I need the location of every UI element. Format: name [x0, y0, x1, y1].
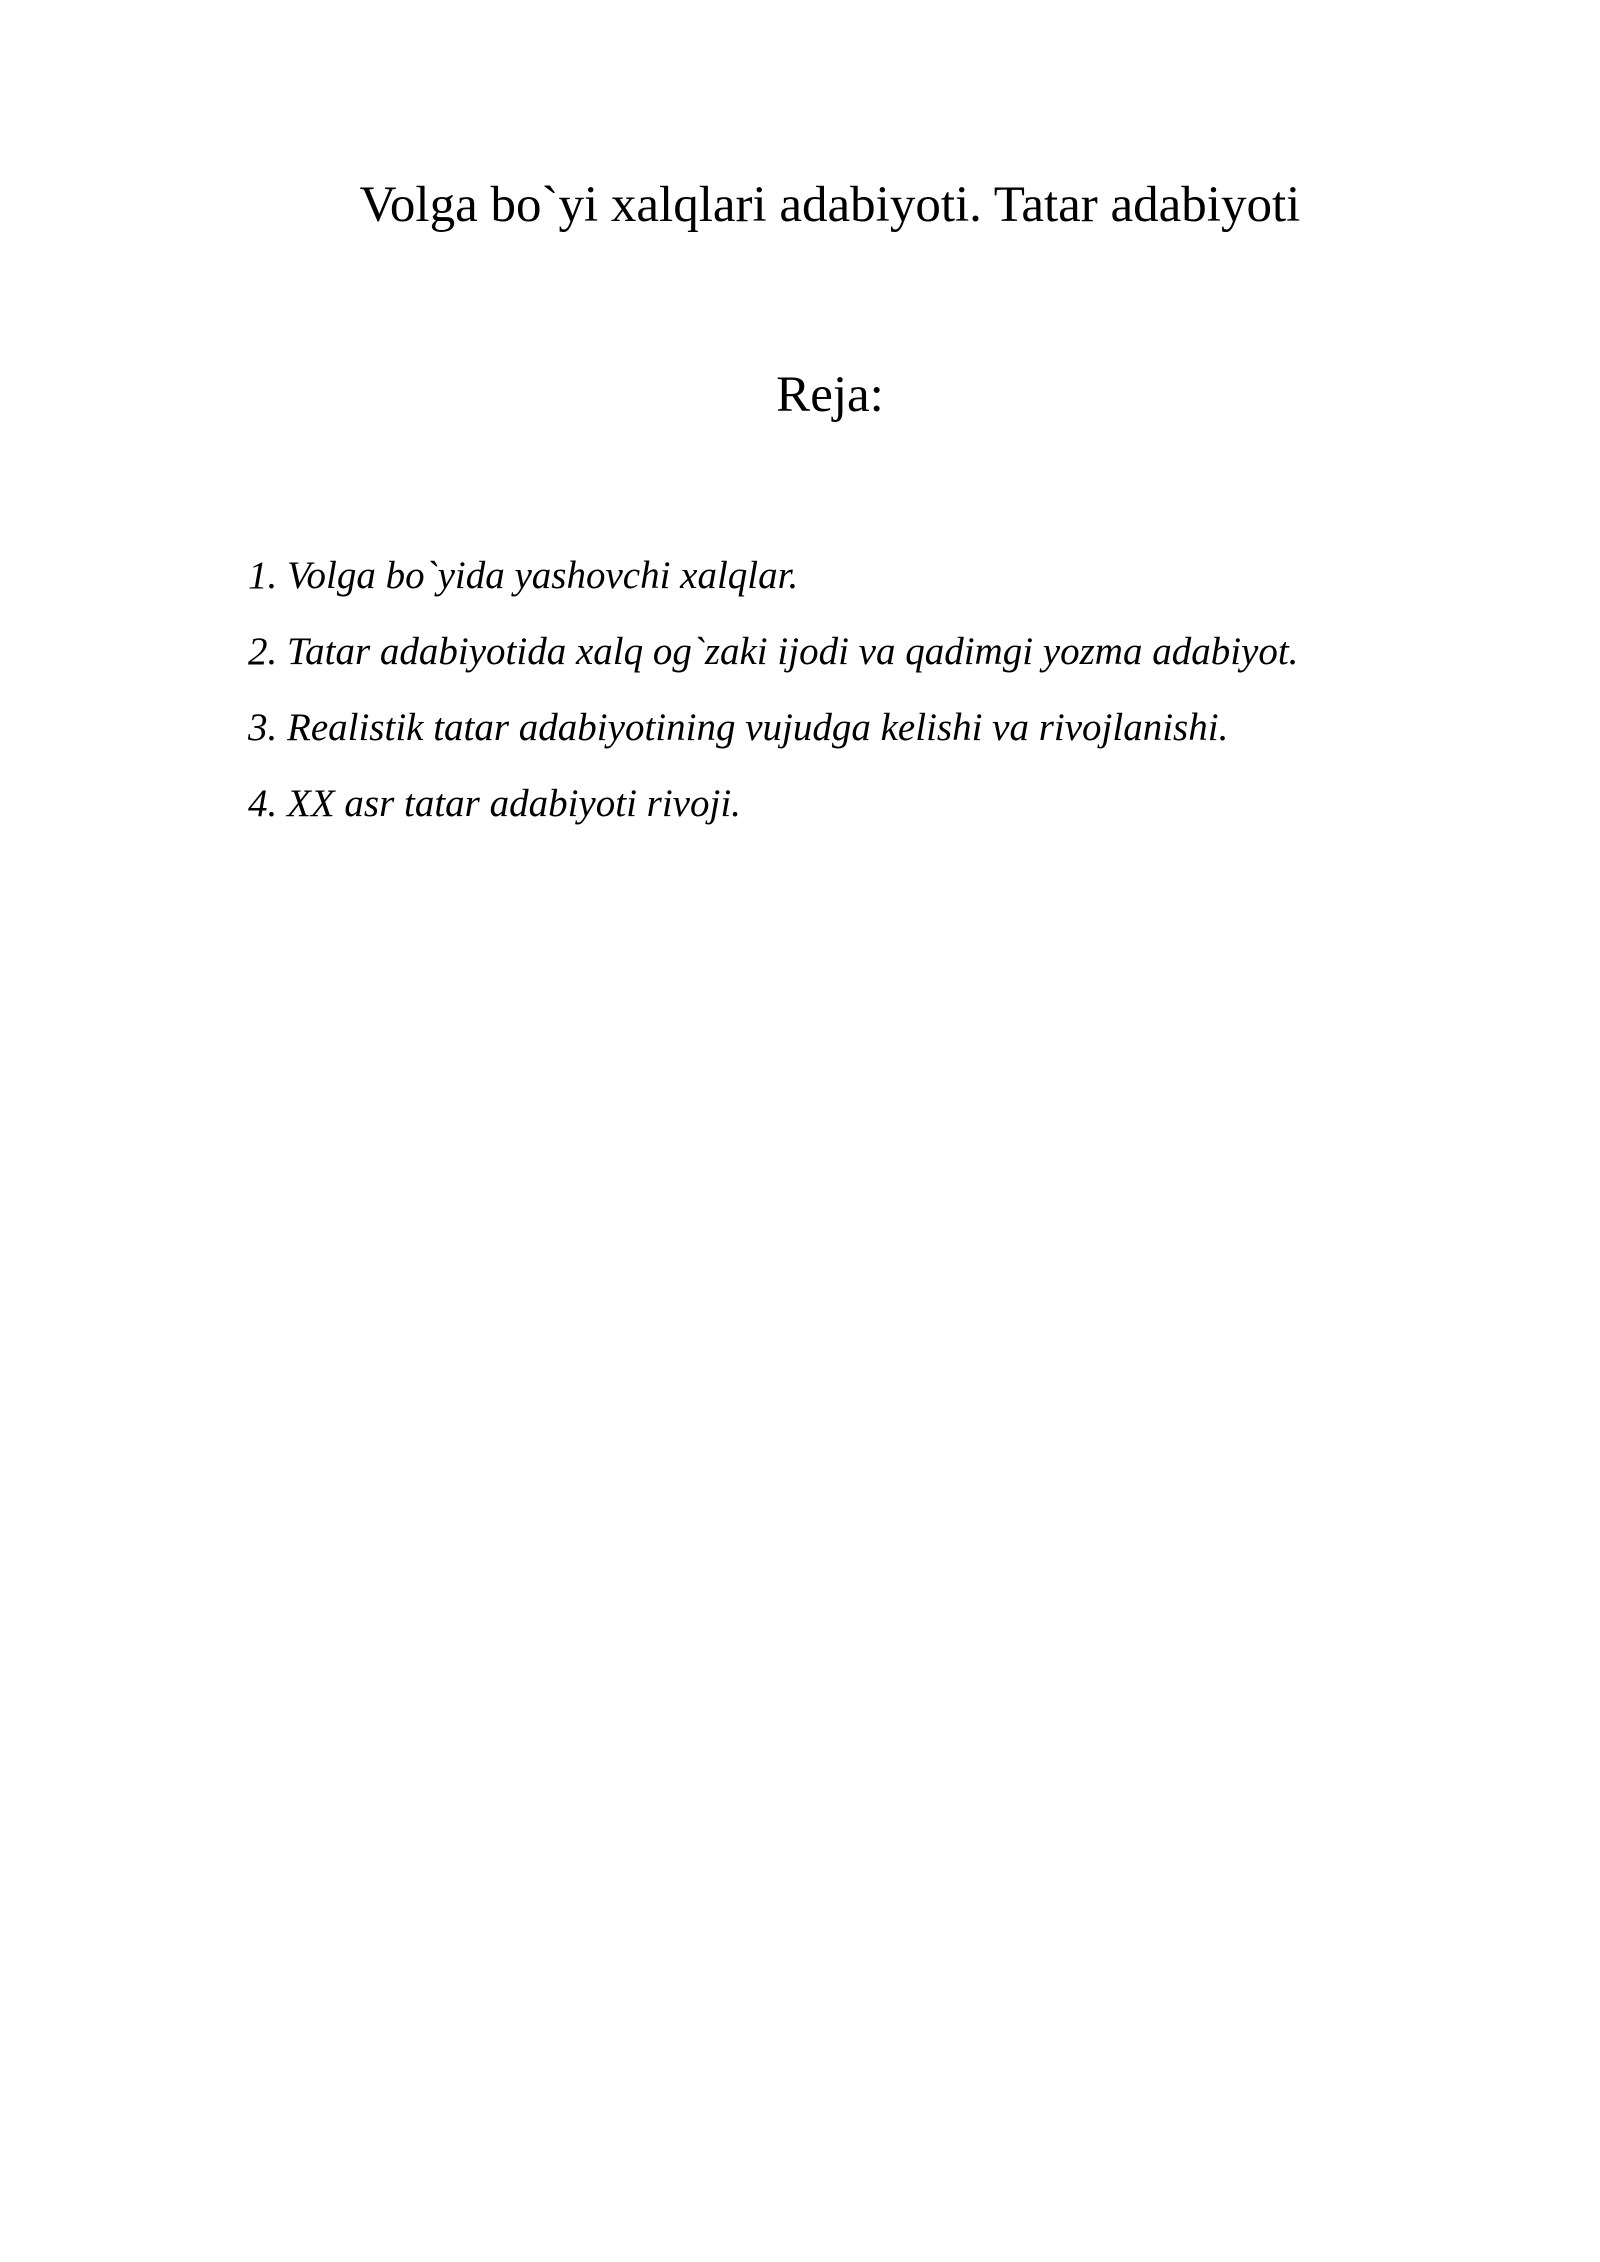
- plan-item: 1. Volga bo`yida yashovchi xalqlar.: [248, 554, 799, 597]
- plan-item: 3. Realistik tatar adabiyotining vujudga kelishi va rivojlanishi.: [248, 706, 1229, 749]
- plan-item: 4. XX asr tatar adabiyoti rivoji.: [248, 782, 741, 825]
- document-title: Volga bo`yi xalqlari adabiyoti. Tatar adabiyoti: [359, 177, 1301, 233]
- plan-heading: Reja:: [776, 367, 884, 423]
- plan-item: 2. Tatar adabiyotida xalq og`zaki ijodi va qadimgi yozma adabiyot.: [248, 630, 1299, 673]
- plan-list: [248, 538, 1298, 842]
